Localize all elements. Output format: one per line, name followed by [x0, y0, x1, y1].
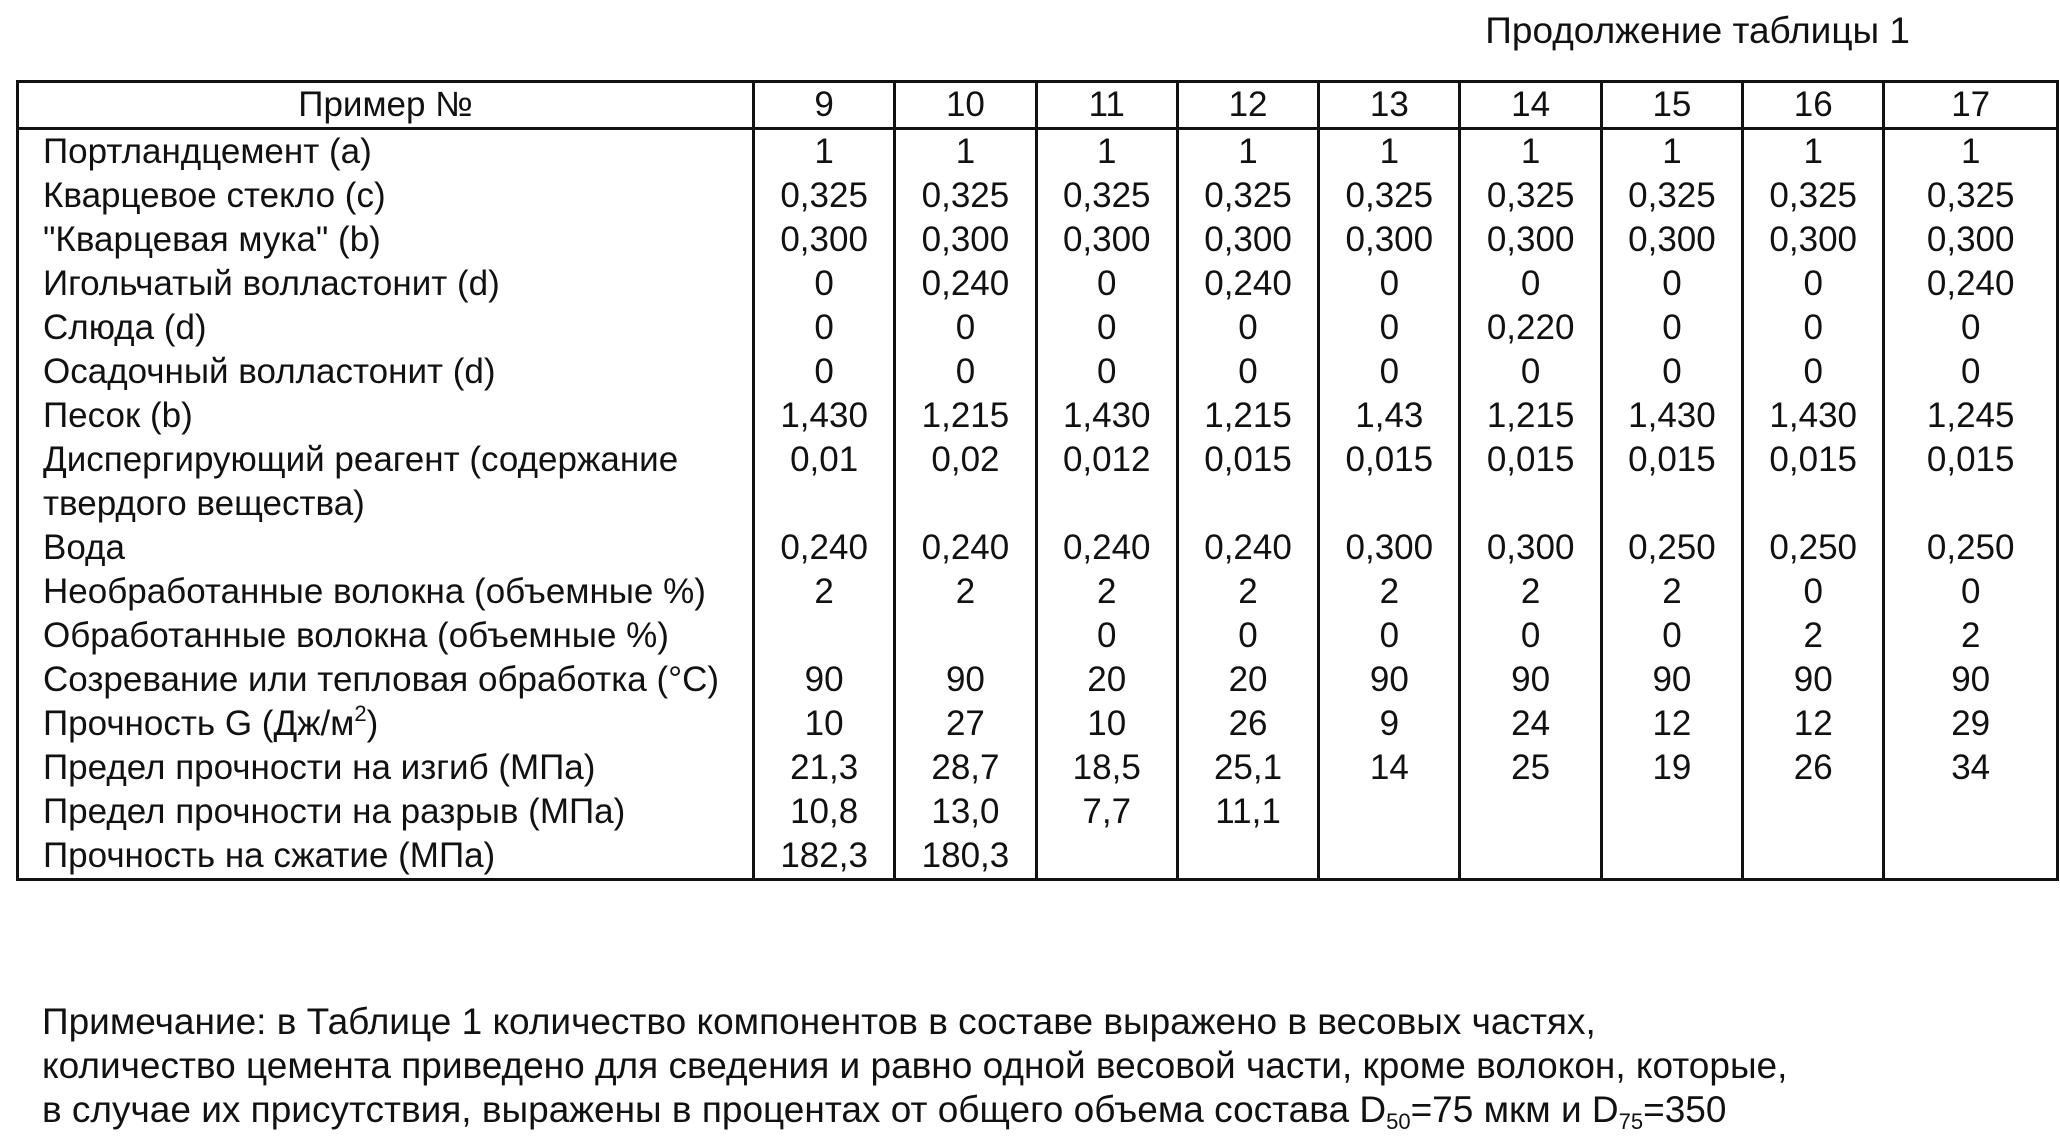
cell-example-12: 0,240 [1177, 262, 1318, 306]
table-row [18, 526, 2058, 570]
cell-example-10: 13,0 [895, 790, 1036, 834]
row-label: Необработанные волокна (объемные %) [18, 570, 754, 614]
table-header-row [18, 82, 2058, 129]
row-label: Портландцемент (a) [18, 129, 754, 175]
header-example-11: 11 [1036, 82, 1177, 129]
row-label: Вода [18, 526, 754, 570]
cell-example-11: 20 [1036, 658, 1177, 702]
cell-example-16: 90 [1743, 658, 1884, 702]
cell-example-17: 0 [1884, 306, 2058, 350]
cell-example-11: 0 [1036, 614, 1177, 658]
cell-example-11: 0 [1036, 350, 1177, 394]
cell-example-11: 0,300 [1036, 218, 1177, 262]
cell-example-16: 0 [1743, 570, 1884, 614]
cell-example-17: 0,300 [1884, 218, 2058, 262]
cell-example-10: 90 [895, 658, 1036, 702]
cell-example-14 [1460, 834, 1601, 880]
cell-example-16: 0 [1743, 262, 1884, 306]
cell-example-10: 0,300 [895, 218, 1036, 262]
cell-example-10: 2 [895, 570, 1036, 614]
cell-example-9: 0,240 [754, 526, 895, 570]
cell-example-15: 0 [1601, 614, 1742, 658]
cell-example-14: 24 [1460, 702, 1601, 746]
cell-example-12: 0,300 [1177, 218, 1318, 262]
cell-example-15: 12 [1601, 702, 1742, 746]
cell-example-11: 10 [1036, 702, 1177, 746]
cell-example-14: 90 [1460, 658, 1601, 702]
row-label: Осадочный волластонит (d) [18, 350, 754, 394]
header-example-17: 17 [1884, 82, 2058, 129]
cell-example-10: 0,02 [895, 438, 1036, 526]
cell-example-10: 1,215 [895, 394, 1036, 438]
header-example-14: 14 [1460, 82, 1601, 129]
note-line-3: в случае их присутствия, выражены в процентах от общего объема состава $D_{50}=75$ мкм и $D_{75}=350$ [42, 1089, 1727, 1134]
cell-example-9: 10 [754, 702, 895, 746]
row-label: Предел прочности на изгиб (МПа) [18, 746, 754, 790]
cell-example-16: 26 [1743, 746, 1884, 790]
cell-example-14: 0,220 [1460, 306, 1601, 350]
table-note [42, 1000, 2042, 1132]
table-row [18, 174, 2058, 218]
cell-example-11: 0,012 [1036, 438, 1177, 526]
cell-example-13: 0 [1319, 306, 1460, 350]
cell-example-12: 1 [1177, 129, 1318, 175]
cell-example-12: 0,240 [1177, 526, 1318, 570]
header-example-16: 16 [1743, 82, 1884, 129]
cell-example-17: 0,325 [1884, 174, 2058, 218]
cell-example-14: 25 [1460, 746, 1601, 790]
cell-example-9: 10,8 [754, 790, 895, 834]
cell-example-12: 0 [1177, 614, 1318, 658]
cell-example-11: 0 [1036, 306, 1177, 350]
cell-example-13: 0,300 [1319, 218, 1460, 262]
table-row [18, 658, 2058, 702]
cell-example-13 [1319, 834, 1460, 880]
cell-example-13: 14 [1319, 746, 1460, 790]
cell-example-14: 0,325 [1460, 174, 1601, 218]
cell-example-10: 28,7 [895, 746, 1036, 790]
table-row [18, 834, 2058, 880]
composition-table [16, 80, 2059, 881]
cell-example-17 [1884, 790, 2058, 834]
cell-example-15: 0,250 [1601, 526, 1742, 570]
cell-example-12: 0,015 [1177, 438, 1318, 526]
cell-example-9: 0 [754, 306, 895, 350]
cell-example-15 [1601, 834, 1742, 880]
row-label: "Кварцевая мука" (b) [18, 218, 754, 262]
cell-example-17: 2 [1884, 614, 2058, 658]
cell-example-17: 0 [1884, 350, 2058, 394]
table-row [18, 218, 2058, 262]
header-example-13: 13 [1319, 82, 1460, 129]
row-label: Обработанные волокна (объемные %) [18, 614, 754, 658]
cell-example-16: 2 [1743, 614, 1884, 658]
table-row [18, 702, 2058, 746]
cell-example-9: 1,430 [754, 394, 895, 438]
cell-example-15: 0,325 [1601, 174, 1742, 218]
cell-example-13: 9 [1319, 702, 1460, 746]
cell-example-15: 1,430 [1601, 394, 1742, 438]
cell-example-17: 0,015 [1884, 438, 2058, 526]
cell-example-16 [1743, 834, 1884, 880]
cell-example-13 [1319, 790, 1460, 834]
table-continuation-caption: Продолжение таблицы 1 [1485, 10, 1910, 51]
cell-example-14: 0 [1460, 262, 1601, 306]
header-example-12: 12 [1177, 82, 1318, 129]
cell-example-13: 1 [1319, 129, 1460, 175]
cell-example-17: 0,250 [1884, 526, 2058, 570]
row-label: Слюда (d) [18, 306, 754, 350]
cell-example-11: 0 [1036, 262, 1177, 306]
cell-example-10: 27 [895, 702, 1036, 746]
cell-example-10: 1 [895, 129, 1036, 175]
cell-example-16: 0,300 [1743, 218, 1884, 262]
cell-example-15: 2 [1601, 570, 1742, 614]
cell-example-12: 0 [1177, 350, 1318, 394]
cell-example-16: 1 [1743, 129, 1884, 175]
cell-example-12: 1,215 [1177, 394, 1318, 438]
cell-example-11: 7,7 [1036, 790, 1177, 834]
row-label: Прочность на сжатие (МПа) [18, 834, 754, 880]
cell-example-14: 0 [1460, 614, 1601, 658]
cell-example-9: 21,3 [754, 746, 895, 790]
cell-example-13: 0,300 [1319, 526, 1460, 570]
table-row [18, 262, 2058, 306]
cell-example-16: 0,325 [1743, 174, 1884, 218]
cell-example-11: 18,5 [1036, 746, 1177, 790]
cell-example-9: 90 [754, 658, 895, 702]
cell-example-12: 0 [1177, 306, 1318, 350]
row-label: Созревание или тепловая обработка (°C) [18, 658, 754, 702]
cell-example-14: 0,300 [1460, 218, 1601, 262]
cell-example-15: 90 [1601, 658, 1742, 702]
cell-example-10: 0,325 [895, 174, 1036, 218]
cell-example-17: 34 [1884, 746, 2058, 790]
cell-example-12 [1177, 834, 1318, 880]
row-label: Песок (b) [18, 394, 754, 438]
cell-example-13: 1,43 [1319, 394, 1460, 438]
table-row [18, 746, 2058, 790]
header-example-15: 15 [1601, 82, 1742, 129]
cell-example-17: 90 [1884, 658, 2058, 702]
cell-example-9: 0,01 [754, 438, 895, 526]
table-row [18, 570, 2058, 614]
cell-example-15 [1601, 790, 1742, 834]
header-label: Пример № [18, 82, 754, 129]
table-row [18, 350, 2058, 394]
cell-example-13: 0 [1319, 262, 1460, 306]
cell-example-13: 90 [1319, 658, 1460, 702]
cell-example-16: 0 [1743, 306, 1884, 350]
row-label: Предел прочности на разрыв (МПа) [18, 790, 754, 834]
cell-example-9: 2 [754, 570, 895, 614]
cell-example-17 [1884, 834, 2058, 880]
cell-example-10: 0 [895, 306, 1036, 350]
cell-example-15: 0 [1601, 262, 1742, 306]
cell-example-14: 1 [1460, 129, 1601, 175]
cell-example-14: 0,015 [1460, 438, 1601, 526]
cell-example-14: 0 [1460, 350, 1601, 394]
cell-example-10: 0 [895, 350, 1036, 394]
note-line-2: количество цемента приведено для сведения и равно одной весовой части, кроме волокон, которые, [42, 1045, 1788, 1086]
cell-example-16: 0 [1743, 350, 1884, 394]
cell-example-13: 0 [1319, 350, 1460, 394]
row-label: Игольчатый волластонит (d) [18, 262, 754, 306]
cell-example-17: 1,245 [1884, 394, 2058, 438]
cell-example-16 [1743, 790, 1884, 834]
cell-example-16: 0,015 [1743, 438, 1884, 526]
cell-example-15: 0,300 [1601, 218, 1742, 262]
cell-example-14: 2 [1460, 570, 1601, 614]
cell-example-9: 0,300 [754, 218, 895, 262]
cell-example-12: 20 [1177, 658, 1318, 702]
cell-example-16: 1,430 [1743, 394, 1884, 438]
cell-example-15: 1 [1601, 129, 1742, 175]
table-row [18, 306, 2058, 350]
cell-example-13: 0 [1319, 614, 1460, 658]
cell-example-14: 0,300 [1460, 526, 1601, 570]
row-label: Прочность G $(Дж/м^2)$ [18, 702, 754, 746]
cell-example-10 [895, 614, 1036, 658]
cell-example-9: 0 [754, 350, 895, 394]
cell-example-14: 1,215 [1460, 394, 1601, 438]
cell-example-9: 182,3 [754, 834, 895, 880]
cell-example-11: 1 [1036, 129, 1177, 175]
header-example-10: 10 [895, 82, 1036, 129]
table-row [18, 614, 2058, 658]
cell-example-11: 2 [1036, 570, 1177, 614]
note-line-1: Примечание: в Таблице 1 количество компонентов в составе выражено в весовых частях, [42, 1001, 1596, 1042]
cell-example-10: 180,3 [895, 834, 1036, 880]
cell-example-13: 2 [1319, 570, 1460, 614]
cell-example-9: 0,325 [754, 174, 895, 218]
cell-example-14 [1460, 790, 1601, 834]
cell-example-17: 0 [1884, 570, 2058, 614]
row-label: Диспергирующий реагент (содержание твердого вещества) [18, 438, 754, 526]
cell-example-15: 0,015 [1601, 438, 1742, 526]
cell-example-9: 1 [754, 129, 895, 175]
cell-example-9: 0 [754, 262, 895, 306]
cell-example-12: 11,1 [1177, 790, 1318, 834]
table-row [18, 790, 2058, 834]
cell-example-10: 0,240 [895, 526, 1036, 570]
cell-example-11: 0,325 [1036, 174, 1177, 218]
cell-example-11: 0,240 [1036, 526, 1177, 570]
table-row [18, 438, 2058, 526]
cell-example-12: 0,325 [1177, 174, 1318, 218]
cell-example-13: 0,325 [1319, 174, 1460, 218]
cell-example-10: 0,240 [895, 262, 1036, 306]
cell-example-12: 26 [1177, 702, 1318, 746]
cell-example-17: 1 [1884, 129, 2058, 175]
table-row [18, 394, 2058, 438]
table-row [18, 129, 2058, 175]
cell-example-15: 0 [1601, 350, 1742, 394]
cell-example-15: 19 [1601, 746, 1742, 790]
cell-example-12: 2 [1177, 570, 1318, 614]
header-example-9: 9 [754, 82, 895, 129]
cell-example-16: 0,250 [1743, 526, 1884, 570]
cell-example-17: 29 [1884, 702, 2058, 746]
cell-example-13: 0,015 [1319, 438, 1460, 526]
cell-example-15: 0 [1601, 306, 1742, 350]
cell-example-16: 12 [1743, 702, 1884, 746]
row-label: Кварцевое стекло (c) [18, 174, 754, 218]
cell-example-9 [754, 614, 895, 658]
cell-example-12: 25,1 [1177, 746, 1318, 790]
cell-example-17: 0,240 [1884, 262, 2058, 306]
cell-example-11: 1,430 [1036, 394, 1177, 438]
cell-example-11 [1036, 834, 1177, 880]
